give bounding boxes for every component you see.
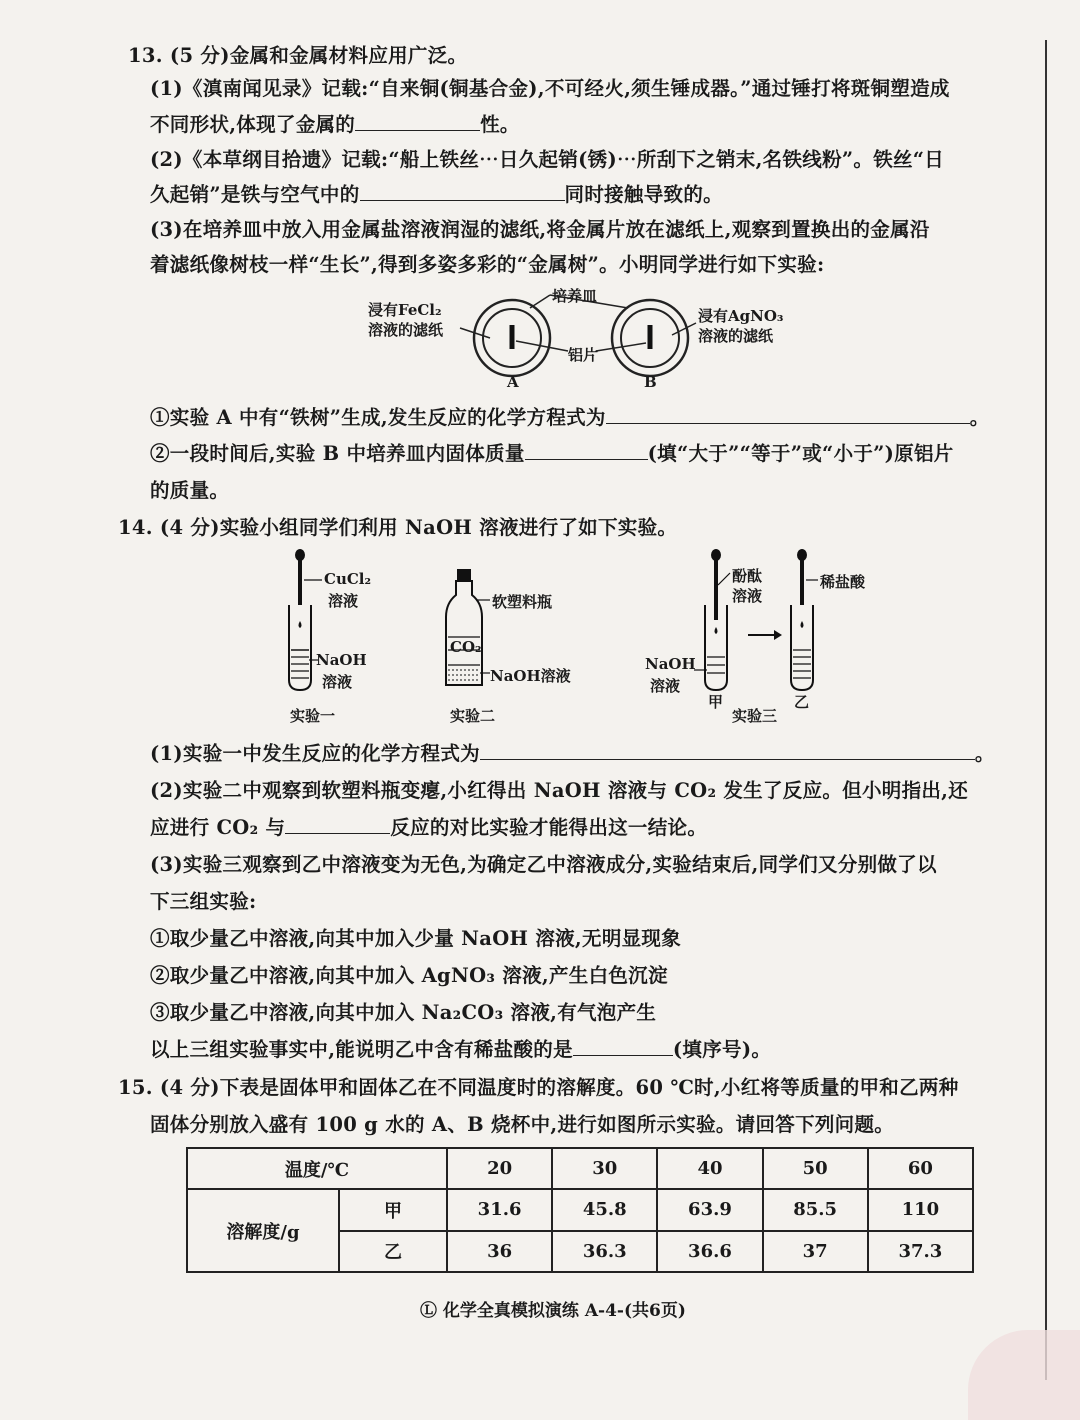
q13-s1 xyxy=(150,402,990,430)
phenolphthalein-label-2: 溶液 xyxy=(732,587,763,605)
agno3-label-2: 溶液的滤纸 xyxy=(698,327,774,345)
answer-blank[interactable] xyxy=(525,441,648,460)
q13-p2-text: 久起销”是铁与空气中的 xyxy=(150,183,360,206)
q14-p2-line2 xyxy=(150,812,707,840)
q14-experiment-2: ②取少量乙中溶液,向其中加入 AgNO₃ 溶液,产生白色沉淀 xyxy=(150,964,668,987)
q13-p1-text: 不同形状,体现了金属的 xyxy=(150,113,356,136)
experiment-1-caption: 实验一 xyxy=(290,707,336,725)
soft-bottle-label: 软塑料瓶 xyxy=(492,593,553,611)
naoh-label-2: 溶液 xyxy=(322,673,353,691)
q13-s1-text: ①实验 A 中有“铁树”生成,发生反应的化学方程式为 xyxy=(150,406,606,429)
table-cell: 温度/℃ xyxy=(187,1148,447,1189)
table-cell: 36 xyxy=(447,1231,552,1272)
q14-heading: 14. (4 分)实验小组同学们利用 NaOH 溶液进行了如下实验。 xyxy=(118,516,678,539)
table-cell: 50 xyxy=(763,1148,868,1189)
q13-p2-line1: (2)《本草纲目拾遗》记载:“船上铁丝⋯日久起销(锈)⋯所刮下之销末,名铁线粉”。铁丝“日 xyxy=(150,148,945,171)
agno3-label-1: 浸有AgNO₃ xyxy=(698,307,784,325)
q14-experiment-3: ③取少量乙中溶液,向其中加入 Na₂CO₃ 溶液,有气泡产生 xyxy=(150,1001,657,1024)
naoh-3-label-1: NaOH xyxy=(645,655,696,673)
table-cell: 37.3 xyxy=(868,1231,973,1272)
q14-experiment-1: ①取少量乙中溶液,向其中加入少量 NaOH 溶液,无明显现象 xyxy=(150,927,682,950)
dilute-hcl-label: 稀盐酸 xyxy=(820,573,866,591)
tube-jia-label: 甲 xyxy=(708,693,724,711)
cucl2-label-1: CuCl₂ xyxy=(324,570,372,588)
answer-blank[interactable] xyxy=(355,112,480,131)
dish-b-label: B xyxy=(644,373,657,391)
aluminum-sheet-label: 铝片 xyxy=(568,346,599,364)
q13-s2-line2: 的质量。 xyxy=(150,479,230,502)
petri-dish-label: 培养皿 xyxy=(552,287,598,305)
cucl2-label-2: 溶液 xyxy=(328,592,359,610)
table-cell: 甲 xyxy=(339,1189,447,1230)
naoh-3-label-2: 溶液 xyxy=(650,677,681,695)
petri-dish-figure xyxy=(360,283,800,393)
q14-conclusion xyxy=(150,1034,771,1062)
q14-p2-text: 应进行 CO₂ 与 xyxy=(150,816,286,839)
tube-yi-label: 乙 xyxy=(794,693,810,711)
experiment-2-caption: 实验二 xyxy=(450,707,496,725)
table-cell: 36.6 xyxy=(657,1231,762,1272)
table-cell: 20 xyxy=(447,1148,552,1189)
q14-p3-line2: 下三组实验: xyxy=(150,890,257,913)
q14-p3-line1: (3)实验三观察到乙中溶液变为无色,为确定乙中溶液成分,实验结束后,同学们又分别做了以 xyxy=(150,853,937,876)
table-cell: 36.3 xyxy=(552,1231,657,1272)
naoh-experiments-figure xyxy=(270,545,890,735)
table-cell: 37 xyxy=(763,1231,868,1272)
q13-s2-text: ②一段时间后,实验 B 中培养皿内固体质量 xyxy=(150,442,525,465)
table-cell: 85.5 xyxy=(763,1189,868,1230)
q14-p2-end: 反应的对比实验才能得出这一结论。 xyxy=(390,816,708,839)
table-cell: 40 xyxy=(657,1148,762,1189)
q13-s2-end: (填“大于”“等于”或“小于”)原铝片 xyxy=(647,442,954,465)
page-footer: Ⓛ 化学全真模拟演练 A-4-(共6页) xyxy=(420,1301,686,1321)
answer-blank[interactable] xyxy=(360,182,565,201)
q13-p1-end: 性。 xyxy=(480,113,520,136)
co2-label: CO₂ xyxy=(450,638,482,656)
table-cell: 45.8 xyxy=(552,1189,657,1230)
answer-blank[interactable] xyxy=(573,1037,673,1056)
answer-blank[interactable] xyxy=(285,815,390,834)
q13-p1-line1: (1)《滇南闻见录》记载:“自来铜(铜基合金),不可经火,须生锤成器。”通过锤打将斑铜塑造成 xyxy=(150,77,950,100)
q14-conclusion-end: (填序号)。 xyxy=(672,1038,772,1061)
dish-a-label: A xyxy=(507,373,519,391)
fecl2-label-2: 溶液的滤纸 xyxy=(368,321,444,339)
table-cell: 溶解度/g xyxy=(187,1189,339,1272)
naoh-label-1: NaOH xyxy=(316,651,367,669)
table-cell: 110 xyxy=(868,1189,973,1230)
naoh-solution-label: NaOH溶液 xyxy=(490,667,571,685)
page-edge-line xyxy=(1045,40,1047,1380)
q14-p2-line1: (2)实验二中观察到软塑料瓶变瘪,小红得出 NaOH 溶液与 CO₂ 发生了反应。但小明指出,还 xyxy=(150,779,969,802)
experiment-3-caption: 实验三 xyxy=(732,707,778,725)
solubility-table xyxy=(186,1147,974,1273)
fecl2-label-1: 浸有FeCl₂ xyxy=(368,301,442,319)
table-header-row xyxy=(187,1148,973,1189)
q13-p3-line2: 着滤纸像树枝一样“生长”,得到多姿多彩的“金属树”。小明同学进行如下实验: xyxy=(150,253,825,276)
q14-p1-text: (1)实验一中发生反应的化学方程式为 xyxy=(150,742,480,765)
table-cell: 31.6 xyxy=(447,1189,552,1230)
q13-p2-end: 同时接触导致的。 xyxy=(564,183,723,206)
answer-blank[interactable] xyxy=(480,741,975,760)
table-cell: 60 xyxy=(868,1148,973,1189)
q14-p1-end: 。 xyxy=(974,742,995,765)
q13-s2 xyxy=(150,438,954,466)
q13-s1-end: 。 xyxy=(969,406,990,429)
q13-p3-line1: (3)在培养皿中放入用金属盐溶液润湿的滤纸,将金属片放在滤纸上,观察到置换出的金属沿 xyxy=(150,218,930,241)
table-cell: 乙 xyxy=(339,1231,447,1272)
phenolphthalein-label-1: 酚酞 xyxy=(732,567,763,585)
table-row xyxy=(187,1189,973,1230)
q15-line2: 固体分别放入盛有 100 g 水的 A、B 烧杯中,进行如图所示实验。请回答下列问题。 xyxy=(150,1113,895,1136)
q14-p1 xyxy=(150,738,995,766)
table-cell: 30 xyxy=(552,1148,657,1189)
q13-heading: 13. (5 分)金属和金属材料应用广泛。 xyxy=(128,44,468,67)
q14-conclusion-text: 以上三组实验事实中,能说明乙中含有稀盐酸的是 xyxy=(150,1038,573,1061)
table-cell: 63.9 xyxy=(657,1189,762,1230)
answer-blank[interactable] xyxy=(606,405,970,424)
q15-heading: 15. (4 分)下表是固体甲和固体乙在不同温度时的溶解度。60 ℃时,小红将等质量的甲和乙两种 xyxy=(118,1076,959,1099)
q13-p1-line2 xyxy=(150,109,520,137)
q13-p2-line2 xyxy=(150,179,723,207)
